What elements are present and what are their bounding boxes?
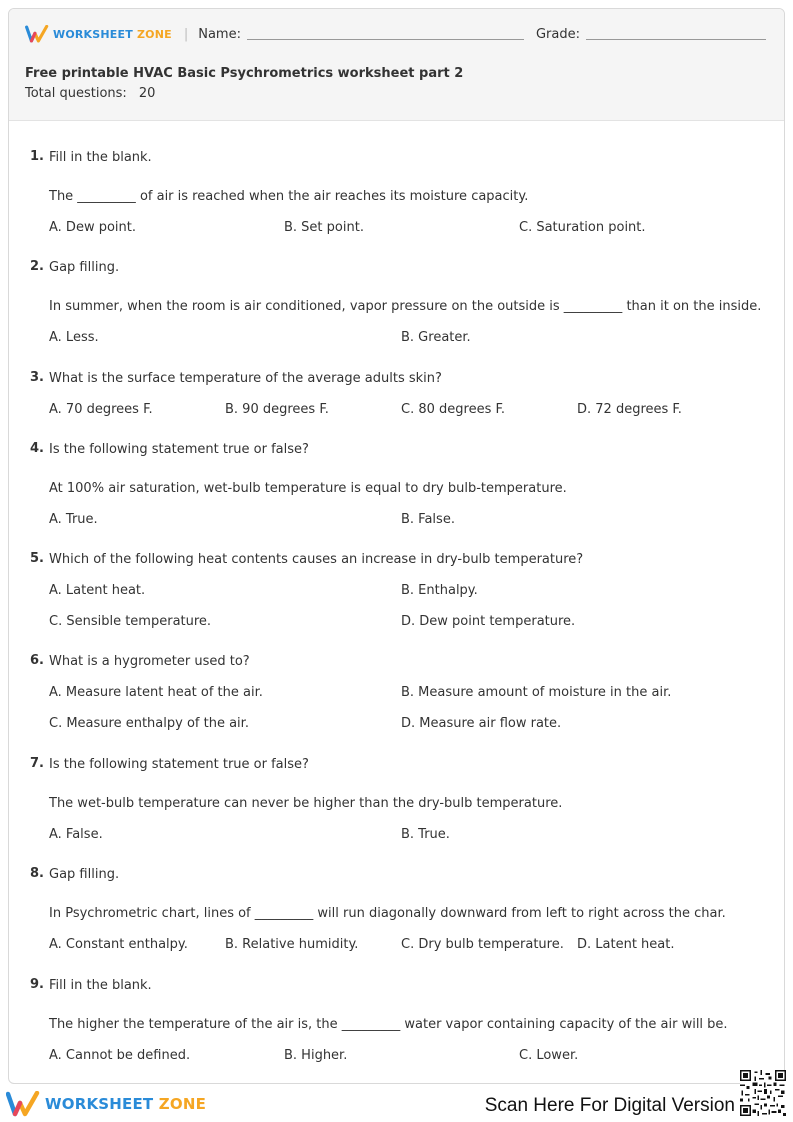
page-footer [0, 1086, 793, 1122]
grade-field[interactable] [586, 28, 766, 40]
option[interactable]: A. Measure latent heat of the air. [49, 685, 263, 700]
option[interactable]: B. Measure amount of moisture in the air. [401, 685, 672, 700]
option[interactable]: D. Measure air flow rate. [401, 716, 562, 731]
total-questions [25, 86, 155, 101]
brand-logo [25, 25, 172, 43]
question-text: Is the following statement true or false? [49, 442, 309, 457]
question-text: Fill in the blank. [49, 150, 152, 165]
footer-brand-logo [6, 1091, 206, 1117]
option[interactable]: A. Constant enthalpy. [49, 937, 188, 952]
option[interactable]: D. 72 degrees F. [577, 402, 682, 417]
question-text: Gap filling. [49, 867, 120, 882]
options [49, 826, 785, 844]
option[interactable]: B. Set point. [284, 220, 364, 235]
question-text: What is the surface temperature of the average adults skin? [49, 371, 442, 386]
option[interactable]: B. Enthalpy. [401, 583, 478, 598]
options [49, 1047, 785, 1065]
option[interactable]: A. 70 degrees F. [49, 402, 153, 417]
question-number: 8. [30, 866, 44, 881]
options [49, 511, 785, 529]
question-statement: The _________ of air is reached when the air reaches its moisture capacity. [49, 189, 529, 204]
question-number: 6. [30, 653, 44, 668]
question-3 [9, 370, 785, 419]
question-9 [9, 977, 785, 1065]
total-value: 20 [138, 86, 156, 101]
option[interactable]: D. Latent heat. [577, 937, 675, 952]
total-label: Total questions: [25, 86, 127, 101]
option[interactable]: A. Less. [49, 330, 99, 345]
option[interactable]: C. Dry bulb temperature. [401, 937, 564, 952]
option[interactable]: A. Latent heat. [49, 583, 146, 598]
header-row [25, 25, 770, 43]
option[interactable]: C. Saturation point. [519, 220, 646, 235]
option[interactable]: A. Dew point. [49, 220, 136, 235]
question-8 [9, 866, 785, 954]
question-7 [9, 756, 785, 844]
name-label: Name: [198, 26, 241, 42]
option[interactable]: C. Measure enthalpy of the air. [49, 716, 249, 731]
option[interactable]: C. 80 degrees F. [401, 402, 505, 417]
option[interactable]: B. Greater. [401, 330, 471, 345]
options [49, 329, 785, 347]
question-number: 3. [30, 370, 44, 385]
option[interactable]: C. Lower. [519, 1048, 579, 1063]
brand-name: WORKSHEET ZONE [53, 27, 172, 41]
question-statement: The higher the temperature of the air is, the _________ water vapor containing capacity of the air will be. [49, 1017, 728, 1032]
option[interactable]: A. Cannot be defined. [49, 1048, 191, 1063]
question-number: 1. [30, 149, 44, 164]
question-statement: At 100% air saturation, wet-bulb temperature is equal to dry bulb-temperature. [49, 481, 567, 496]
grade-label: Grade: [535, 26, 580, 42]
options [49, 684, 785, 733]
question-number: 4. [30, 441, 44, 456]
options [49, 219, 785, 237]
options [49, 401, 785, 419]
options [49, 936, 785, 954]
worksheet-title: Free printable HVAC Basic Psychrometrics worksheet part 2 [25, 66, 464, 81]
question-4 [9, 441, 785, 529]
footer-brand-name: WORKSHEET ZONE [45, 1095, 207, 1113]
question-statement: In Psychrometric chart, lines of _________ will run diagonally downward from left to right across the char. [49, 906, 726, 921]
question-text: Which of the following heat contents causes an increase in dry-bulb temperature? [49, 552, 584, 567]
option[interactable]: A. False. [49, 827, 103, 842]
question-statement: In summer, when the room is air conditioned, vapor pressure on the outside is _________ than it on the inside. [49, 299, 762, 314]
option[interactable]: D. Dew point temperature. [401, 614, 576, 629]
question-number: 9. [30, 977, 44, 992]
worksheet-header [9, 9, 784, 121]
question-number: 2. [30, 259, 44, 274]
question-number: 5. [30, 551, 44, 566]
header-separator: | [183, 26, 189, 42]
option[interactable]: A. True. [49, 512, 98, 527]
worksheet [8, 8, 785, 1084]
question-text: Is the following statement true or false? [49, 757, 309, 772]
name-field[interactable] [247, 28, 524, 40]
question-5 [9, 551, 785, 631]
scan-text: Scan Here For Digital Version [484, 1095, 735, 1116]
option[interactable]: B. False. [401, 512, 455, 527]
question-text: What is a hygrometer used to? [49, 654, 250, 669]
qr-code-icon[interactable] [740, 1070, 786, 1116]
option[interactable]: B. True. [401, 827, 450, 842]
question-text: Fill in the blank. [49, 978, 152, 993]
question-number: 7. [30, 756, 44, 771]
logo-w-icon [6, 1091, 40, 1117]
options [49, 582, 785, 631]
option[interactable]: B. 90 degrees F. [225, 402, 329, 417]
question-text: Gap filling. [49, 260, 120, 275]
option[interactable]: B. Higher. [284, 1048, 348, 1063]
option[interactable]: B. Relative humidity. [225, 937, 359, 952]
question-statement: The wet-bulb temperature can never be higher than the dry-bulb temperature. [49, 796, 563, 811]
question-6 [9, 653, 785, 733]
logo-w-icon [25, 25, 49, 43]
option[interactable]: C. Sensible temperature. [49, 614, 212, 629]
question-2 [9, 259, 785, 347]
